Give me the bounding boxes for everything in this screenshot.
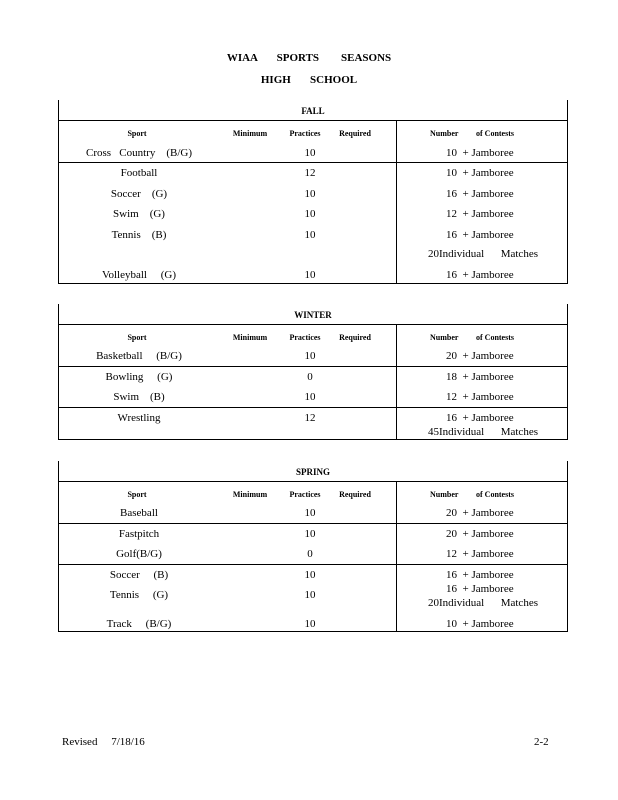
header-minimum: Minimum (232, 129, 268, 138)
sport-name: Fastpitch (118, 528, 160, 540)
practices-value: 12 (304, 412, 316, 424)
practices-value: 10 (304, 188, 316, 200)
practices-value: 10 (304, 147, 316, 159)
document-title-line-2: HIGH SCHOOL (260, 74, 358, 86)
sport-name: Football (120, 167, 158, 179)
divider (58, 366, 568, 367)
winter-section: WINTER Sport Minimum Practices Required Number of Contests Basketball (B/G) 10 20 + Jamboree Bowling (G) 0 18 + Jamboree Swim (B) 10 12 + Jamboree Wrestling 12 16 + Jamboree 45Individual Matches (58, 304, 568, 440)
practices-value: 0 (307, 371, 313, 383)
header-number: Number (430, 333, 459, 342)
divider (58, 162, 568, 163)
document-title-line-1: WIAA SPORTS SEASONS (226, 52, 392, 64)
sport-name: Volleyball (G) (101, 269, 177, 281)
header-practices: Practices (289, 129, 321, 138)
sport-name: Baseball (120, 507, 158, 519)
practices-value: 10 (304, 350, 316, 362)
divider (58, 523, 568, 524)
sport-name: Tennis (B) (111, 229, 167, 241)
practices-value: 10 (304, 569, 316, 581)
column-divider (396, 481, 397, 632)
header-required: Required (339, 129, 371, 138)
header-of-contests: of Contests (476, 490, 514, 499)
section-title: WINTER (294, 310, 332, 320)
divider (58, 324, 568, 325)
header-sport: Sport (127, 333, 147, 342)
section-title: SPRING (295, 467, 330, 477)
practices-value: 10 (304, 229, 316, 241)
header-sport: Sport (127, 129, 147, 138)
practices-value: 10 (304, 618, 316, 630)
header-practices: Practices (289, 333, 321, 342)
divider (58, 407, 568, 408)
column-divider (396, 120, 397, 284)
practices-value: 10 (304, 507, 316, 519)
sport-name: Golf(B/G) (116, 548, 162, 560)
practices-value: 10 (304, 391, 316, 403)
sport-name: Soccer (G) (110, 188, 168, 200)
sport-name: Swim (G) (113, 208, 165, 220)
practices-value: 10 (304, 589, 316, 601)
header-required: Required (339, 333, 371, 342)
practices-value: 12 (304, 167, 316, 179)
practices-value: 0 (307, 548, 313, 560)
sport-name: Basketball (B/G) (96, 350, 182, 362)
sport-name: Swim (B) (113, 391, 165, 403)
practices-value: 10 (304, 208, 316, 220)
header-number: Number (430, 129, 459, 138)
header-number: Number (430, 490, 459, 499)
header-of-contests: of Contests (476, 333, 514, 342)
spring-section: SPRING Sport Minimum Practices Required Number of Contests Baseball 10 20 + Jamboree Fastpitch 10 20 + Jamboree Golf(B/G) 0 12 + Jamboree Soccer (B) 10 16 + Jamboree Tennis (G) 10 16 + Jamboree 20Individual Matches Track (B/G) 10 10 + Jamboree (58, 461, 568, 632)
fall-section: FALL Sport Minimum Practices Required Number of Contests Cross Country (B/G) 10 10 + Jamboree Football 12 10 + Jamboree Soccer (G) 10 16 + Jamboree Swim (G) 10 12 + Jamboree Tennis (B) 10 16 + Jamboree 20Individual Matches Volleyball (G) 10 16 + Jamboree (58, 100, 568, 284)
sport-name: Track (B/G) (106, 618, 172, 630)
divider (58, 120, 568, 121)
sport-name: Bowling (G) (105, 371, 173, 383)
sport-name: Wrestling (117, 412, 161, 424)
practices-value: 10 (304, 269, 316, 281)
sport-name: Soccer (B) (109, 569, 169, 581)
section-title: FALL (301, 106, 325, 116)
header-sport: Sport (127, 490, 147, 499)
header-minimum: Minimum (232, 333, 268, 342)
page-number: 2-2 (534, 736, 549, 748)
practices-value: 10 (304, 528, 316, 540)
header-required: Required (339, 490, 371, 499)
column-divider (396, 324, 397, 440)
header-minimum: Minimum (232, 490, 268, 499)
sport-name: Cross Country (B/G) (85, 147, 193, 159)
header-practices: Practices (289, 490, 321, 499)
sport-name: Tennis (G) (109, 589, 169, 601)
revised-date: Revised 7/18/16 (62, 736, 145, 748)
divider (58, 564, 568, 565)
header-of-contests: of Contests (476, 129, 514, 138)
divider (58, 481, 568, 482)
